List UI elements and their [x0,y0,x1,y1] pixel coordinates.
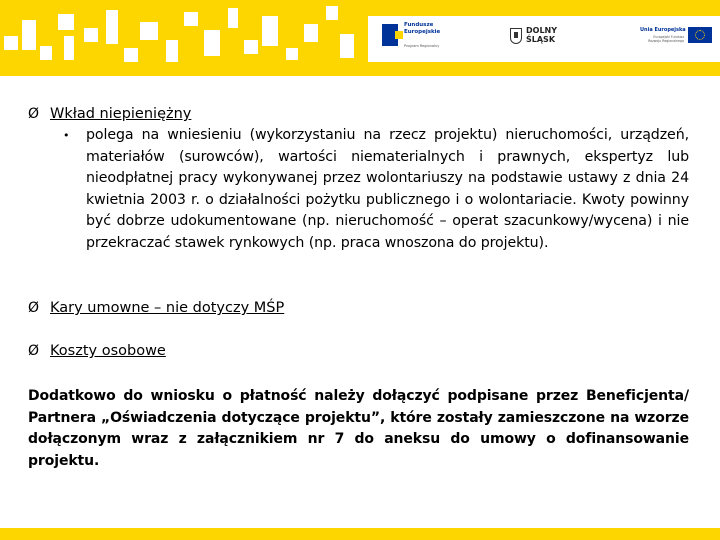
crest-icon [510,28,522,44]
decor-square [4,36,18,50]
decor-square [204,30,220,56]
footer-bar [0,528,720,540]
dolny-slask-logo [510,26,570,52]
decor-square [184,12,198,26]
decor-square [340,34,354,58]
header-banner [0,0,720,76]
decor-square [140,22,158,40]
item-label-kary: Kary umowne – nie dotyczy MŚP [50,300,285,316]
fundusze-logo-text: Fundusze Europejskie [404,22,441,35]
fundusze-mark-icon [382,24,398,46]
unia-europejska-logo [640,24,718,56]
decor-square [124,48,138,62]
sub-item-text: polega na wniesieniu (wykorzystaniu na rzecz projektu) nieruchomości, urządzeń, materiałów (surowców), wartości niematerialnych i prawnych, ekspertyz lub nieodpłatnej pracy wykonywanej przez wolontariuszy na podstawie ustawy z dnia 24 kwietnia 2003 r. o działalności pożytku publicznego i o wolontariacie. Kwoty powinny być dobrze udokumentowane (np. nieruchomość – operat szacunkowy/wycena) i nie przekraczać stawek rynkowych (np. praca wnoszona do projektu). [86,127,689,251]
decor-square [286,48,298,60]
fundusze-logo-subtitle: Program Regionalny [404,44,440,48]
decor-square [40,46,52,60]
unia-logo-text: Unia Europejska [640,27,686,33]
fundusze-europejskie-logo [382,20,446,58]
unia-logo-subtitle: Europejski Fundusz Rozwoju Regionalnego [648,35,684,43]
arrow-bullet-icon: Ø [28,343,40,359]
decor-square [244,40,258,54]
decor-square [106,10,118,44]
decor-square [58,14,74,30]
sub-bullet-icon: • [63,129,70,142]
arrow-bullet-icon: Ø [28,106,40,122]
decor-square [84,28,98,42]
decor-square [304,24,318,42]
item-label-koszty: Koszty osobowe [50,343,166,359]
decor-square [166,40,178,62]
arrow-bullet-icon: Ø [28,300,40,316]
dolny-slask-logo-text: DOLNY ŚLĄSK [526,26,558,44]
logo-panel [368,16,720,62]
decor-square [262,16,278,46]
note-paragraph: Dodatkowo do wniosku o płatność należy dołączyć podpisane przez Beneficjenta/ Partnera „Oświadczenia dotyczące projektu”, które zostały zamieszczone na wzorze dołączonym wraz z załącznikiem nr 7 do aneksu do umowy o dofinansowanie projektu. [28,388,689,469]
item-label-wklad: Wkład niepieniężny [50,106,192,122]
decor-square [22,20,36,50]
eu-flag-icon [688,27,712,43]
decor-square [64,36,74,60]
decor-square [326,6,338,20]
decor-square [228,8,238,28]
